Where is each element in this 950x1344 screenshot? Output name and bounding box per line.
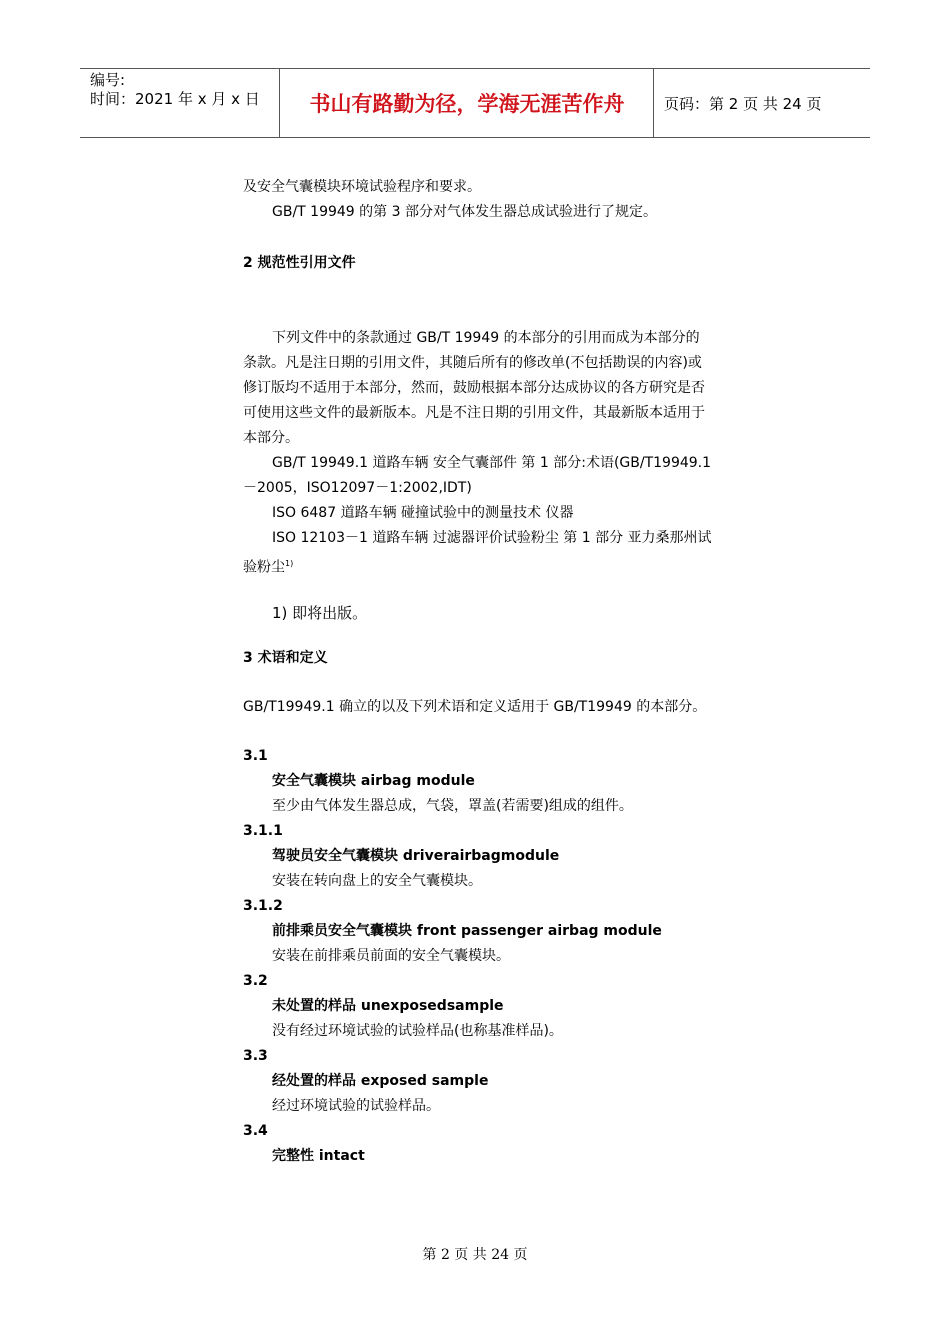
paragraph: GB/T19949.1 确立的以及下列术语和定义适用于 GB/T19949 的本部分。 — [243, 698, 707, 715]
reference-item: ISO 6487 道路车辆 碰撞试验中的测量技术 仪器 — [272, 505, 574, 521]
reference-item: GB/T 19949.1 道路车辆 安全气囊部件 第 1 部分:术语(GB/T19949.1－2005，ISO12097－1:2002,IDT) — [243, 455, 712, 496]
term-definition: 安装在转向盘上的安全气囊模块。 — [272, 872, 482, 889]
paragraph: 及安全气囊模块环境试验程序和要求。 — [243, 179, 481, 195]
number-label: 编号: — [90, 71, 126, 89]
header-motto: 书山有路勤为径，学海无涯苦作舟 — [281, 69, 654, 137]
term-title: 完整性 intact — [272, 1147, 365, 1164]
term-title: 经处置的样品 exposed sample — [272, 1072, 489, 1089]
paragraph: 下列文件中的条款通过 GB/T 19949 的本部分的引用而成为本部分的条款。凡是注日期的引用文件，其随后所有的修改单(不包括勘误的内容)或修订版均不适用于本部分，然而，鼓励根据本部分达成协议的各方研究是否可使用这些文件的最新版本。凡是不注日期的引用文件，其最新版本适用于本部分。 — [243, 330, 705, 446]
term-number: 3.1 — [243, 747, 268, 764]
term-title: 前排乘员安全气囊模块 front passenger airbag module — [272, 922, 662, 939]
time-label: 时间：2021 年 x 月 x 日 — [90, 90, 260, 108]
term-number: 3.4 — [243, 1122, 268, 1139]
footnote-marker: 1) — [285, 559, 294, 568]
page-header — [80, 68, 870, 138]
paragraph: GB/T 19949 的第 3 部分对气体发生器总成试验进行了规定。 — [272, 204, 657, 220]
terms-list — [243, 744, 713, 1169]
term-definition: 安装在前排乘员前面的安全气囊模块。 — [272, 947, 510, 964]
term-title: 未处置的样品 unexposedsample — [272, 997, 504, 1014]
document-body — [243, 175, 713, 1169]
term-number: 3.2 — [243, 972, 268, 989]
reference-text: ISO 12103－1 道路车辆 过滤器评价试验粉尘 第 1 部分 亚力桑那州试验粉尘 — [243, 530, 712, 576]
term-number: 3.1.1 — [243, 822, 283, 839]
term-number: 3.3 — [243, 1047, 268, 1064]
term-title: 安全气囊模块 airbag module — [272, 772, 475, 789]
header-meta — [80, 69, 280, 137]
term-definition: 没有经过环境试验的试验样品(也称基准样品)。 — [272, 1022, 563, 1039]
header-page-label: 页码：第 2 页 共 24 页 — [664, 94, 822, 113]
term-definition: 经过环境试验的试验样品。 — [272, 1097, 440, 1114]
term-title: 驾驶员安全气囊模块 driverairbagmodule — [272, 847, 560, 864]
section-heading: 3 术语和定义 — [243, 649, 328, 666]
term-number: 3.1.2 — [243, 897, 283, 914]
page-footer: 第 2 页 共 24 页 — [422, 1247, 528, 1263]
reference-item — [243, 526, 713, 581]
footnote: 1) 即将出版。 — [272, 603, 368, 622]
term-definition: 至少由气体发生器总成，气袋，罩盖(若需要)组成的组件。 — [272, 797, 633, 814]
section-heading: 2 规范性引用文件 — [243, 255, 356, 271]
